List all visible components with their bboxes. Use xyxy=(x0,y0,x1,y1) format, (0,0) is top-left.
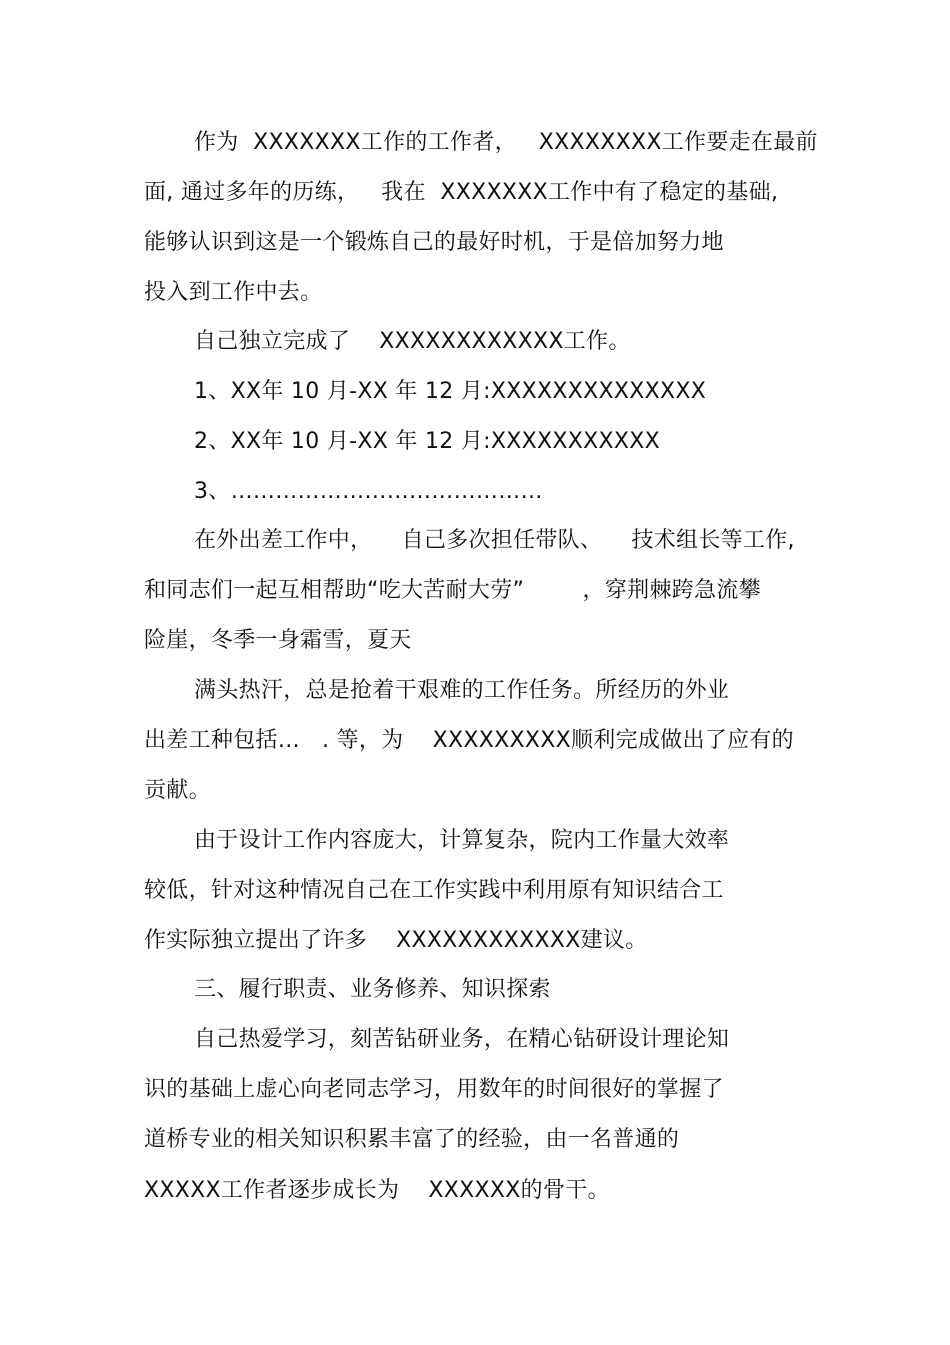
text-line: 识的基础上虚心向老同志学习，用数年的时间很好的掌握了 xyxy=(144,1077,724,1102)
text-line: XXXXX工作者逐步成长为 XXXXXX的骨干。 xyxy=(144,1178,610,1203)
text-line: 险崖，冬季一身霜雪，夏天 xyxy=(144,628,412,653)
list-item: 3、…………………………………… xyxy=(194,479,543,504)
text-line: 较低，针对这种情况自己在工作实践中利用原有知识结合工 xyxy=(144,878,724,903)
text-line: 自己独立完成了 XXXXXXXXXXXX工作。 xyxy=(194,329,631,354)
list-item: 2、XX年 10 月-XX 年 12 月:XXXXXXXXXXX xyxy=(194,429,660,454)
text-line: 出差工种包括… . 等，为 XXXXXXXXX顺利完成做出了应有的 xyxy=(144,728,794,753)
section-heading: 三、履行职责、业务修养、知识探索 xyxy=(194,977,551,1002)
text-line: 满头热汗，总是抢着干艰难的工作任务。所经历的外业 xyxy=(194,678,730,703)
text-line: 能够认识到这是一个锻炼自己的最好时机，于是倍加努力地 xyxy=(144,230,724,255)
text-line: 由于设计工作内容庞大，计算复杂，院内工作量大效率 xyxy=(194,828,730,853)
list-item: 1、XX年 10 月-XX 年 12 月:XXXXXXXXXXXXXX xyxy=(194,379,707,404)
text-line: 道桥专业的相关知识积累丰富了的经验，由一名普通的 xyxy=(144,1127,680,1152)
text-line: 作为 XXXXXXX工作的工作者， XXXXXXXX工作要走在最前 xyxy=(194,130,818,155)
text-line: 在外出差工作中， 自己多次担任带队、 技术组长等工作, xyxy=(194,528,795,553)
text-line: 投入到工作中去。 xyxy=(144,280,323,305)
text-line: 面, 通过多年的历练， 我在 XXXXXXX工作中有了稳定的基础, xyxy=(144,180,779,205)
text-line: 贡献。 xyxy=(144,778,211,803)
text-line: 作实际独立提出了许多 XXXXXXXXXXXX建议。 xyxy=(144,928,648,953)
text-line: 自己热爱学习，刻苦钻研业务，在精心钻研设计理论知 xyxy=(194,1027,730,1052)
text-line: 和同志们一起互相帮助“吃大苦耐大劳” ，穿荆棘跨急流攀 xyxy=(144,578,761,603)
